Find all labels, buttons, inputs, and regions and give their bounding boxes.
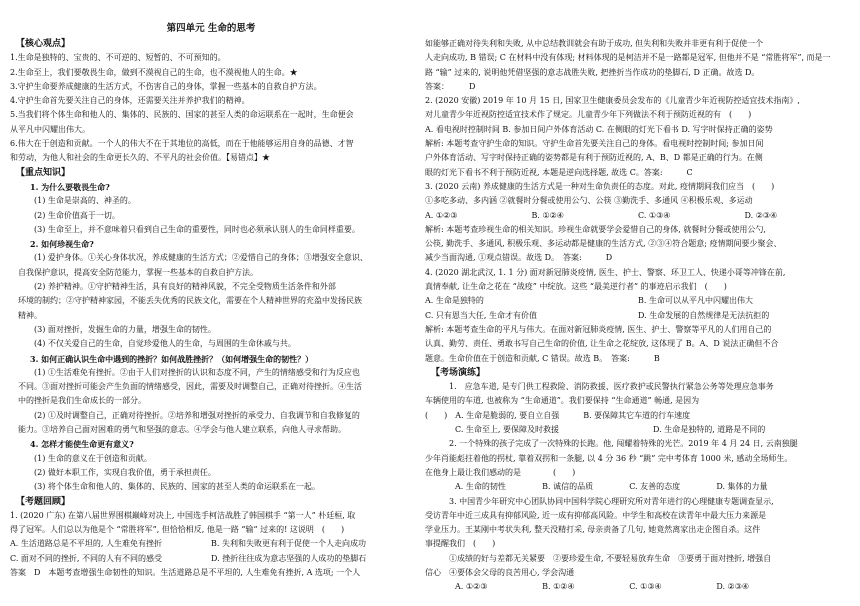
key-knowledge: [10, 180, 412, 495]
option-row: [10, 537, 412, 551]
option-item: D. 集体的力量: [716, 482, 768, 492]
option-item: D. 生命是独特的, 道路是不同的: [653, 425, 766, 435]
text-line: 2. (2020 安徽) 2019 年 10 月 15 日, 国家卫生健康委员会发布的《儿童青少年近视防控适宜技术指南》,: [425, 96, 800, 106]
option-row: [425, 309, 851, 323]
text-line: (1) 爱护身体。①关心身体状况，养成健康的生活方式；②爱惜自己的身体；③增强安全意识、: [34, 253, 368, 263]
text-line: 2. 一个特殊的孩子完成了一次特殊的长跑。他, 闯耀着特殊的光芒。2019 年 4 月 24 日, 云南独腿: [449, 439, 798, 449]
text-line: ①多吃多动、多内涵 ②就餐时分餐或使用公勺、公筷 ③勤洗手、多通风 ④积极乐观、多运动: [425, 196, 753, 206]
exam-practice: [425, 380, 851, 594]
text-line: 少年肖能彪拄着他的拐杖, 靠着双拐和一条腿, 以 4 分 36 秒 “跳” 完中考体育 1000 米, 感动全场师生。: [425, 453, 793, 463]
core-point-line: 1.生命是独特的、宝贵的、不可逆的、短暂的、不可预知的。: [10, 53, 226, 63]
text-line: 车辆使用的车道, 也被称为 “生命通道”。我们要保持 “生命通道” 畅通, 是因为: [425, 396, 700, 406]
text-line: 解析: 本题考查守护生命的知识。守护生命首先要关注自己的身体。看电视时控制时间; 参加日间: [425, 139, 764, 149]
section-practice-heading: 【考场演练】: [431, 367, 486, 378]
option-row: [425, 480, 851, 494]
text-line: (3) 生命至上，并不意味着只看到自己生命的重要性，同时也必须承认别人的生命同样重要。: [34, 224, 360, 234]
option-item: D. ②③④: [744, 210, 778, 220]
text-line: 公筷, 勤洗手、多通风, 积极乐观、多运动都是健康的生活方式, ②③④符合题意; 疫情期间要少聚会、: [425, 239, 782, 249]
text-line: 1. 应急车道, 是专门供工程救险、消防救援、医疗救护或民警执行紧急公务等处理应急事务: [449, 382, 774, 392]
text-line: 信心 ④要体会父母的良苦用心, 学会沟通: [425, 567, 575, 577]
page-title: 第四单元 生命的思考: [166, 23, 256, 34]
text-line: (2) 养护精神。①守护精神生活，具有良好的精神风貌，不完全受物质生活条件和外部: [34, 282, 336, 292]
option-row: [425, 580, 851, 594]
text-line: 3. (2020 云南) 养成健康的生活方式是一种对生命负责任的态度。对此, 疫情期间我们应当 ( ): [425, 181, 775, 191]
text-line: 认真、勤劳、责任、勇敢书写自己生命的价值, 让生命之花绽放, 这体现了 B。A、D 说法正确但不合: [425, 339, 779, 349]
option-item: A. ①②③: [425, 210, 458, 220]
option-item: C. ①③④: [638, 210, 671, 220]
section-key-heading: 【重点知识】: [16, 167, 71, 178]
option-item: A. 生活道路总是不平坦的, 人生难免有挫折: [10, 539, 162, 549]
core-point-line: 4.守护生命首先要关注自己的身体，还需要关注并养护我们的精神。: [10, 96, 250, 106]
text-line: 精神。: [18, 310, 42, 320]
text-line: 对儿童青少年近视防控适宜技术作了规定。儿童青少年下列做法不利于预防近视的有 ( ): [425, 110, 752, 120]
question-heading: 2. 如何珍视生命?: [30, 239, 94, 250]
option-item: B. 生命可以从平凡中闪耀出伟大: [638, 296, 753, 306]
review-continued: [425, 37, 851, 366]
core-point-line: 5.当我们将个体生命和他人的、集体的、民族的、国家的甚至人类的命运联系在一起时，生命便会: [10, 110, 354, 120]
text-line: 得了冠军。人们总以为他是个 “常胜将军”, 但恰恰相反, 他是一路 “输” 过来的! 这说明 ( ): [10, 525, 345, 535]
option-item: B. 诚信的品质: [542, 482, 594, 492]
text-line: 如能够正确对待失利和失败, 从中总结教训就会有助于成功, 但失利和失败并非更有利于促使一个: [425, 39, 764, 48]
option-item: A. 生命是独特的: [425, 296, 484, 306]
text-line: 3. 中国青少年研究中心团队协同中国科学院心理研究所对青年进行的心理健康专题调查显示,: [449, 496, 774, 506]
core-points: [10, 51, 412, 165]
core-point-line: 2.生命至上，我们要敬畏生命，做到不漠视自己的生命，也不漠视他人的生命。★: [10, 67, 298, 77]
left-column: [10, 0, 412, 580]
option-item: C. ①③④: [629, 582, 662, 592]
text-line: 答案 D 本题考查增强生命韧性的知识。生活道路总是不平坦的, 人生难免有挫折, A 选项; 一个人: [10, 567, 361, 577]
text-line: 户外体育活动、写字时保持正确的姿势都是有利于预防近视的, A、B、D 都是正确的行为。在侧: [425, 153, 763, 163]
text-line: (2) 生命价值高于一切。: [34, 210, 120, 220]
text-line: (2) 做好本职工作，实现自我价值，勇于承担责任。: [34, 467, 216, 477]
core-point-line: 和劳动，为他人和社会的生命更长久的、不平凡的社会价值。【易错点】★: [10, 153, 270, 163]
text-line: 解析: 本题考查珍视生命的相关知识。珍视生命就要学会爱惜自己的身体, 就餐时分餐或使用公勺,: [425, 224, 766, 234]
text-line: 路 “输” 过来的, 说明他凭借坚强的意志战胜失败, 把挫折当作成功的垫脚石, D 正确。故选 D。: [425, 67, 760, 77]
text-line: (2) ①及时调整自己，正确对待挫折。②培养和增强对挫折的承受力、自我调节和自我修复的: [34, 410, 360, 420]
option-item: D. 挫折往往成为意志坚强的人成功的垫脚石: [211, 553, 367, 563]
text-line: 减少当面沟通, ①观点错误。故选 D。 答案: D: [425, 253, 613, 263]
option-item: A. ①②③: [455, 582, 488, 592]
option-item: A. 生命的韧性: [455, 482, 506, 492]
text-line: A. 看电视时控制时间 B. 参加日间户外体育活动 C. 在侧眼的灯光下看书 D. 写字时保持正确的姿势: [425, 124, 773, 134]
option-item: D. 生命发展的自然规律是无法抗拒的: [638, 310, 770, 320]
text-line: (1) 生命的意义在于创造和贡献。: [34, 453, 152, 463]
text-line: 受访青年中近三成具有抑郁风险, 近一成有抑郁高风险。中学生和高校在读青年中最大压力来源是: [425, 510, 767, 520]
text-line: 1. (2020 广东) 在第八届世界围棋巅峰对决上, 中国选手柯洁战胜了韩国棋手 “第一人” 朴廷桓, 取: [10, 510, 356, 520]
text-line: 在他身上最让我们感动的是 ( ): [425, 467, 576, 477]
question-heading: 3. 如何正确认识生命中遇到的挫折？如何战胜挫折？（如何增强生命的韧性？）: [30, 353, 314, 364]
text-line: (1) ①生活难免有挫折。②由于人们对挫折的认识和态度不同，产生的情绪感受和行为反应也: [34, 367, 360, 377]
text-line: 事提醒我们 ( ): [425, 539, 496, 549]
right-column: [425, 0, 851, 595]
section-core-heading: 【核心观点】: [16, 39, 71, 49]
text-line: 不同。③面对挫折可能会产生负面的情绪感受，因此，需要及时调整自己，正确对待挫折。④生活: [18, 382, 362, 392]
question-heading: 1. 为什么要敬畏生命?: [30, 181, 110, 192]
text-line: ( ) A. 生命是脆弱的, 要自立自强 B. 要保障其它车道的行车速度: [425, 410, 691, 420]
option-item: D. ②③④: [716, 582, 750, 592]
core-point-line: 3.守护生命要养成健康的生活方式，不伤害自己的身体，掌握一些基本的自救自护方法。: [10, 81, 322, 91]
text-line: 解析: 本题考查生命的平凡与伟大。在面对新冠肺炎疫情, 医生、护士、警察等平凡的人们用自己的: [425, 324, 772, 334]
option-item: B. ①②④: [542, 582, 575, 592]
text-line: 自我保护意识，提高安全防范能力，掌握一些基本的自救自护方法。: [18, 267, 258, 277]
option-row: [425, 294, 851, 308]
text-line: 题意。生命价值在于创造和贡献, C 错误。故选 B。 答案: B: [425, 353, 660, 363]
text-line: 能力。③培养自己面对困难的勇气和坚强的意志。④学会与他人建立联系，向他人寻求帮助。: [18, 425, 346, 435]
text-line: (4) 不仅关爱自己的生命，自觉珍爱他人的生命，与周围的生命休戚与共。: [34, 339, 296, 349]
option-item: C. 只有恩当大任, 生命才有价值: [425, 310, 538, 320]
option-item: C. 友善的态度: [629, 482, 681, 492]
option-row: [425, 209, 851, 223]
text-line: 真情奉献, 让生命之花在 “战疫” 中绽放。这些 “最美逆行者” 的事迹启示我们 ( ): [425, 282, 727, 292]
exam-review: [10, 509, 412, 580]
option-row: [425, 423, 851, 437]
text-line: (3) 将个体生命和他人的、集体的、民族的、国家的甚至人类的命运联系在一起。: [34, 482, 320, 492]
text-line: 4. (2020 湖北武汉, 1. 1 分) 面对新冠肺炎疫情, 医生、护士、警察、环卫工人、快递小哥等冲锋在前,: [425, 267, 786, 277]
text-line: (3) 面对挫折，发掘生命的力量，增强生命的韧性。: [34, 324, 216, 334]
core-point-line: 6.伟大在于创造和贡献。一个人的伟大不在于其地位的高低，而在于他能够运用自身的品德、才智: [10, 139, 354, 149]
option-item: C. 生命至上, 要保障及时救援: [455, 425, 560, 435]
question-heading: 4. 怎样才能使生命更有意义?: [30, 439, 134, 450]
text-line: 人走向成功, B 错误; C 在材料中没有体现; 材料体现的是柯洁并不是一路都是冠军, 但他并不是 “常胜将军”, 而是一: [425, 53, 831, 63]
text-line: 答案： D: [425, 81, 476, 91]
text-line: 学业压力。王某刚中考状失利, 整天没精打采, 母亲责备了几句, 她竟然离家出走企图自杀。这件: [425, 525, 761, 535]
section-review-heading: 【考题回顾】: [16, 496, 71, 507]
option-item: B. ①②④: [531, 210, 564, 220]
option-item: B. 失利和失败更有利于促使一个人走向成功: [211, 539, 366, 549]
option-row: [10, 552, 412, 566]
text-line: 眼的灯光下看书不利于预防近视, 本题是逆向选择题, 故选 C。答案: C: [425, 167, 693, 177]
text-line: (1) 生命是崇高的、神圣的。: [34, 196, 136, 206]
text-line: 中的挫折是我们生命成长的一部分。: [18, 396, 146, 406]
text-line: ①成绩的好与差都无关紧要 ②要珍爱生命, 不要轻易放弃生命 ③要勇于面对挫折, 增强自: [449, 553, 772, 563]
core-point-line: 从平凡中闪耀出伟大。: [10, 124, 90, 134]
text-line: 环境的制约；②守护精神家园，不能丢失优秀的民族文化，需要在个人精神世界的充盈中发扬民族: [18, 296, 362, 306]
option-item: C. 面对不同的挫折, 不同的人有不同的感受: [10, 553, 163, 563]
